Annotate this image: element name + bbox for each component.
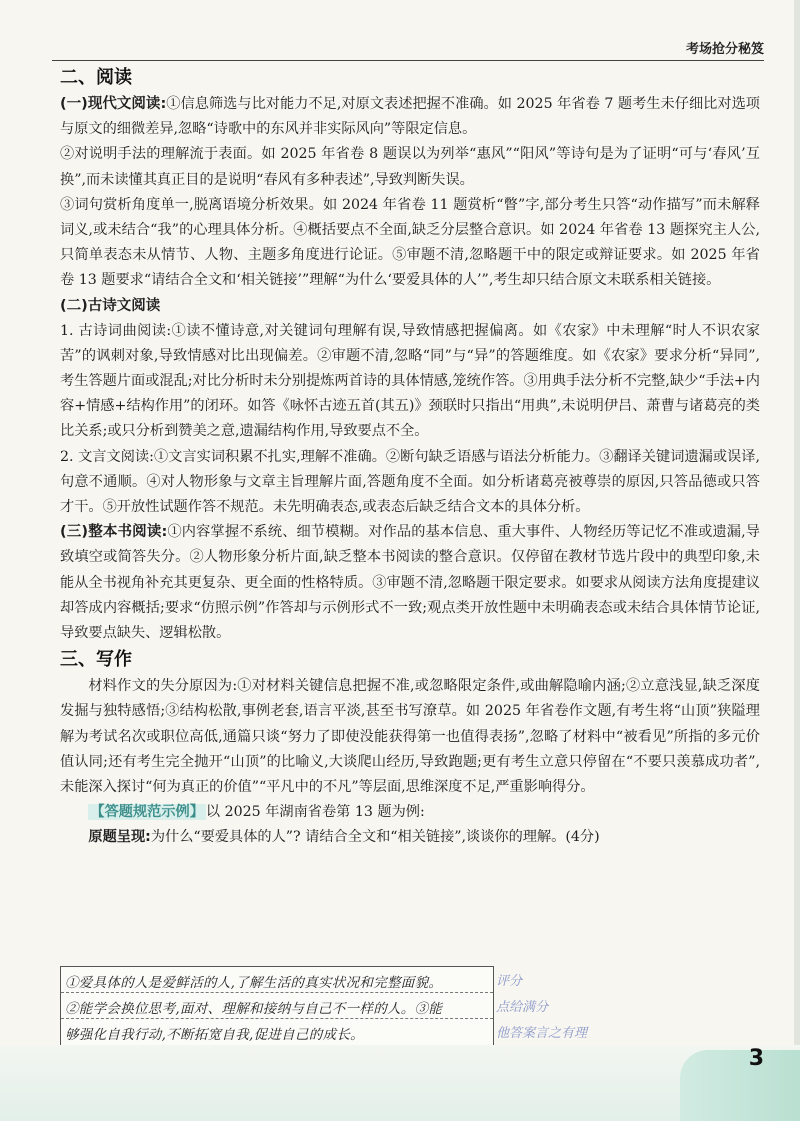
section-title-reading: 二、阅读 xyxy=(60,67,132,88)
modern-reading-heading: (一)现代文阅读: xyxy=(60,96,167,112)
page-number: 3 xyxy=(748,1046,764,1071)
poem-reading-paragraph: 1. 古诗词曲阅读:①读不懂诗意,对关键词句理解有误,导致情感把握偏离。如《农家》中未理解“时人不识农家苦”的讽刺对象,导致情感对比出现偏差。②审题不清,忽略“同”与“异”的答题维度。如《农家》要求分析“异同”,考生答题片面或混乱;对比分析时未分别提炼两首诗的具体情感,笼统作答。③用典手法分析不完整,缺少“手法+内容+情感+结构作用”的闭环。如答《咏怀古迹五首(其五)》颈联时只指出“用典”,未说明伊吕、萧曹与诸葛亮的类比关系;或只分析到赞美之意,遗漏结构作用,导致要点不全。 xyxy=(60,322,760,440)
example-tag: 【答题规范示例】 xyxy=(90,804,204,821)
margin-note-1: 评分 xyxy=(496,974,523,989)
handwritten-line-3: 够强化自我行动,不断拓宽自我,促进自己的成长。 xyxy=(65,1027,364,1043)
modern-reading-p1-text: ①信息筛选与比对能力不足,对原文表述把握不准确。如 2025 年省卷 7 题考生未仔细比对选项与原文的细微差异,忽略“诗歌中的东风并非实际风向”等限定信息。 xyxy=(60,96,760,138)
writing-paragraph: 材料作文的失分原因为:①对材料关键信息把握不准,或忽略限定条件,或曲解隐喻内涵;②立意浅显,缺乏深度发掘与独特感悟;③结构松散,事例老套,语言平淡,甚至书写潦草。如 2025 年省卷作文题,有考生将“山顶”狭隘理解为考试名次或职位高低,通篇只谈“努力了即使没能获得第一也值得表扬”,忽略了材料中“被看见”所指的多元价值认同;还有考生完全抛开“山顶”的比喻义,大谈爬山经历,导致跑题;更有考生立意只停留在“不要只羡慕成功者”,未能深入探讨“何为真正的价值”“平凡中的不凡”等层面,思维深度不足,严重影响得分。 xyxy=(60,678,760,796)
running-header: 考场抢分秘笈 xyxy=(685,42,764,57)
handwritten-line-1: ①爱具体的人是爱鲜活的人,了解生活的真实状况和完整面貌。 xyxy=(65,975,443,991)
ruled-line xyxy=(61,1018,493,1020)
header-rule xyxy=(52,60,764,61)
margin-note-2: 点给满分 xyxy=(496,1000,549,1015)
modern-reading-p2: ②对说明手法的理解流于表面。如 2025 年省卷 8 题误以为列举“惠风”“阳风”等诗句是为了证明“可与‘春风’互换”,而未读懂其真正目的是说明“春风有多种表述”,导致判断失误。 xyxy=(60,146,760,188)
section-title-writing: 三、写作 xyxy=(60,649,132,671)
whole-book-text: ①内容掌握不系统、细节模糊。对作品的基本信息、重大事件、人物经历等记忆不准或遗漏,导致填空或简答失分。②人物形象分析片面,缺乏整本书阅读的整合意识。仅停留在教材节选片段中的典型印象,未能从全书视角补充其更复杂、更全面的性格特质。③审题不清,忽略题干限定要求。如要求从阅读方法角度提建议却答成内容概括;要求“仿照示例”作答却与示例形式不一致;观点类开放性题中未明确表态或未结合具体情节论证,导致要点缺失、逻辑松散。 xyxy=(60,524,760,642)
example-intro: 以 2025 年湖南省卷第 13 题为例: xyxy=(205,804,425,821)
whole-book-heading: (三)整本书阅读: xyxy=(60,524,168,541)
question-label: 原题呈现: xyxy=(88,829,151,846)
question-text: 为什么“要爱具体的人”? 请结合全文和“相关链接”,谈谈你的理解。(4分) xyxy=(150,829,600,846)
handwritten-answer-box xyxy=(60,966,494,1046)
margin-note-3: 他答案言之有理 xyxy=(496,1026,588,1041)
page-edge xyxy=(794,0,800,1121)
page-corner-tab xyxy=(680,1050,800,1121)
question-line xyxy=(60,825,760,850)
prose-reading-paragraph: 2. 文言文阅读:①文言实词积累不扎实,理解不准确。②断句缺乏语感与语法分析能力。③翻译关键词遗漏或误译,句意不通顺。④对人物形象与文章主旨理解片面,答题角度不全面。如分析诸葛亮被尊崇的原因,只答品德或只答才干。⑤开放性试题作答不规范。未先明确表态,或表态后缺乏结合文本的具体分析。 xyxy=(60,448,760,516)
classic-reading-heading: (二)古诗文阅读 xyxy=(60,297,161,314)
modern-reading-p3: ③词句赏析角度单一,脱离语境分析效果。如 2024 年省卷 11 题赏析“瞥”字,部分考生只答“动作描写”而未解释词义,或未结合“我”的心理具体分析。④概括要点不全面,缺乏分层整合意识。如 2024 年省卷 13 题探究主人公,只简单表态未从情节、人物、主题多角度进行论证。⑤审题不清,忽略题干中的限定或辩证要求。如 2025 年省卷 13 题要求“请结合全文和‘相关链接’”理解“为什么‘要爱具体的人’”,考生却只结合原文未联系相关链接。 xyxy=(60,196,760,289)
example-line xyxy=(60,800,760,825)
ruled-line xyxy=(61,992,493,994)
handwritten-line-2: ②能学会换位思考,面对、理解和接纳与自己不一样的人。③能 xyxy=(65,1001,443,1017)
whole-book-paragraph xyxy=(60,520,760,646)
modern-reading-p1 xyxy=(60,92,760,142)
main-content xyxy=(60,64,760,851)
